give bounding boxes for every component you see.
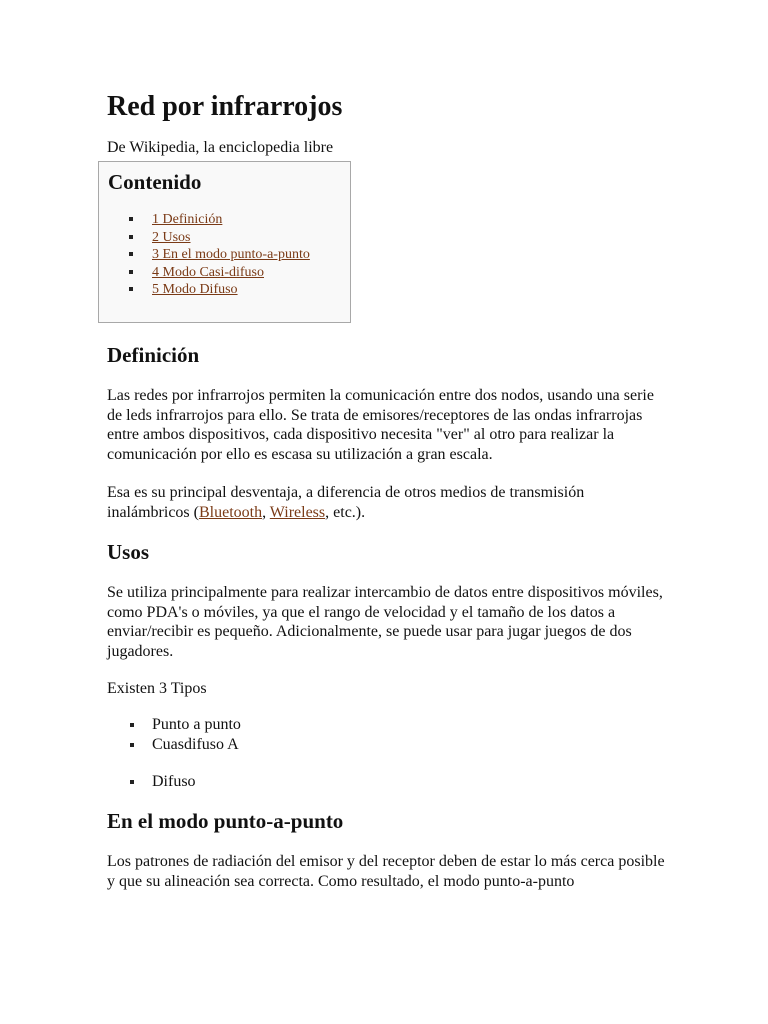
toc-link-usos[interactable]: 2 Usos [152, 229, 191, 245]
toc-item [129, 211, 310, 229]
bullet-icon [129, 270, 133, 274]
bullet-icon [130, 743, 134, 747]
tipos-list [107, 715, 667, 755]
toc-heading: Contenido [108, 170, 202, 194]
section-usos [107, 539, 667, 792]
tipos-list-2 [107, 772, 667, 792]
bullet-icon [129, 287, 133, 291]
toc-item [129, 246, 310, 264]
wireless-link[interactable]: Wireless [269, 503, 326, 521]
page-subtitle: De Wikipedia, la enciclopedia libre [107, 139, 334, 156]
section-punto-a-punto [107, 808, 667, 891]
section-heading-usos: Usos [107, 540, 150, 564]
bullet-icon [129, 235, 133, 239]
list-item-label: Difuso [152, 772, 196, 790]
toc-item [129, 281, 310, 299]
paragraph-text: , [262, 503, 270, 521]
list-item [107, 772, 667, 792]
bullet-icon [129, 217, 133, 221]
toc-item [129, 264, 310, 282]
paragraph-text: , etc.). [325, 503, 366, 521]
section-heading-punto-a-punto: En el modo punto-a-punto [107, 809, 344, 833]
toc-link-punto-a-punto[interactable]: 3 En el modo punto-a-punto [152, 247, 310, 262]
definicion-paragraph-1: Las redes por infrarrojos permiten la comunicación entre dos nodos, usando una serie de leds infrarrojos para ello. Se trata de emisores/receptores de las ondas infrarrojas entre ambos dispositivos, cada dispositivo necesita "ver" al otro para realizar la comunicación por ello es escasa su utilización a gran escala. [107, 387, 654, 464]
toc-link-difuso[interactable]: 5 Modo Difuso [152, 282, 238, 297]
toc-item [129, 229, 310, 247]
table-of-contents [98, 161, 351, 323]
usos-paragraph-2: Existen 3 Tipos [107, 679, 207, 697]
paragraph-text: Esa es su principal desventaja, a diferencia de otros medios de transmisión inalámbricos ( [107, 483, 585, 521]
toc-link-casi-difuso[interactable]: 4 Modo Casi-difuso [152, 264, 264, 280]
list-item [107, 715, 667, 735]
toc-list [129, 211, 310, 299]
usos-paragraph-1: Se utiliza principalmente para realizar intercambio de datos entre dispositivos móviles, como PDA's o móviles, ya que el rango de velocidad y el tamaño de los datos a enviar/recibir es pequeño. Adicionalmente, se puede usar para jugar juegos de dos jugadores. [107, 584, 663, 661]
bluetooth-link[interactable]: Bluetooth [198, 503, 263, 521]
page-title: Red por infrarrojos [107, 91, 343, 122]
punto-paragraph-1: Los patrones de radiación del emisor y del receptor deben de estar lo más cerca posible y que su alineación sea correcta. Como resultado, el modo punto-a-punto [107, 853, 665, 890]
list-item [107, 735, 667, 755]
article [107, 88, 667, 890]
list-item-label: Punto a punto [152, 715, 241, 733]
bullet-icon [130, 780, 134, 784]
bullet-icon [129, 252, 133, 256]
section-heading-definicion: Definición [107, 343, 200, 367]
list-item-label: Cuasdifuso A [152, 735, 239, 753]
toc-link-definicion[interactable]: 1 Definición [152, 212, 223, 227]
bullet-icon [130, 723, 134, 727]
definicion-paragraph-2 [107, 483, 667, 522]
section-definicion [107, 342, 667, 522]
